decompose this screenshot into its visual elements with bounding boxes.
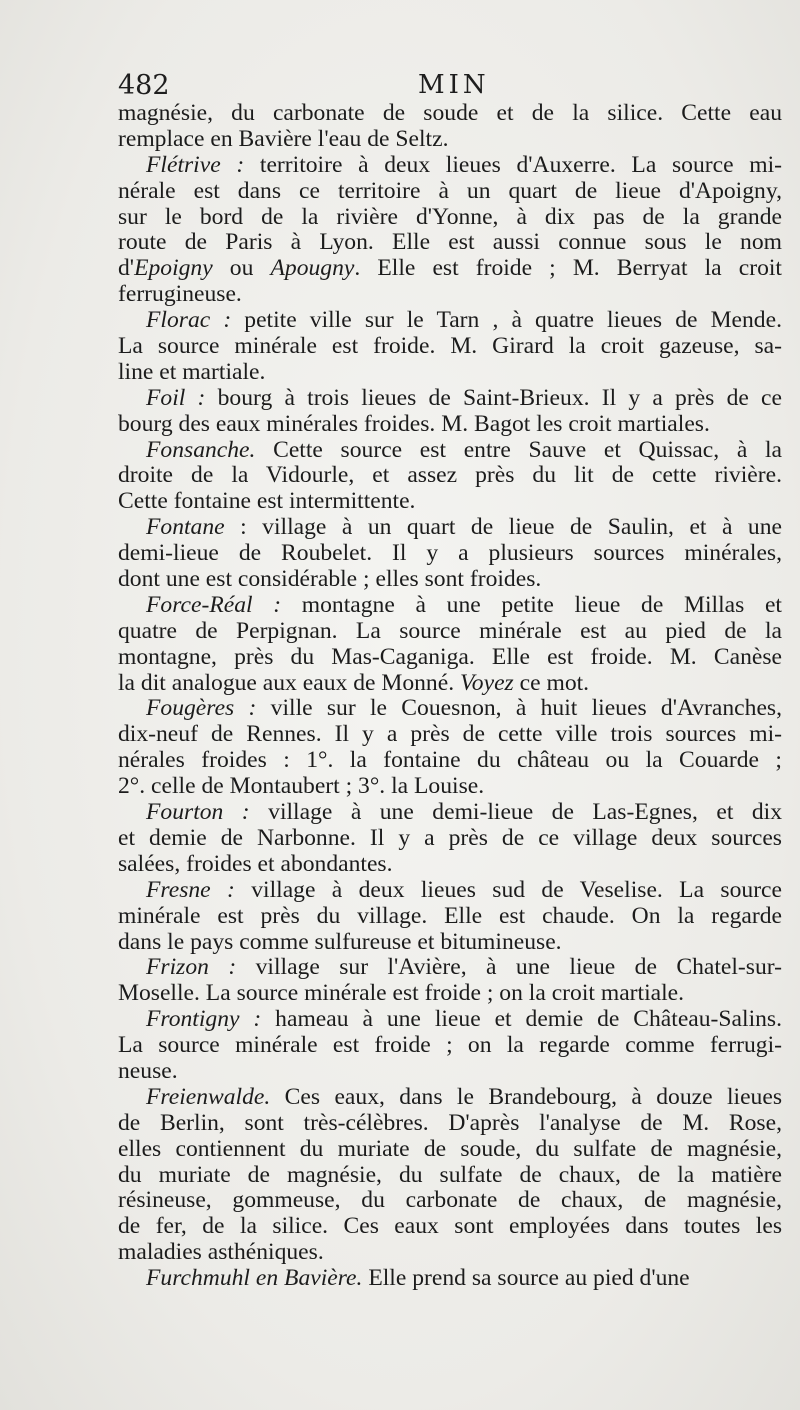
text-run: de fer, de la silice. Ces eaux sont employées dans toutes les	[118, 1213, 782, 1240]
text-line	[118, 360, 782, 386]
text-run: droite de la Vidourle, et assez près du lit de cette rivière.	[118, 462, 782, 489]
text-run: 2°. celle de Montaubert ; 3°. la Louise.	[118, 773, 485, 800]
text-run: territoire à deux lieues d'Auxerre. La source mi-	[244, 151, 782, 178]
entry-term: Flétrive :	[146, 151, 245, 178]
text-run: hameau à une lieue et demie de Château-Salins.	[261, 1006, 782, 1033]
text-line	[118, 671, 782, 697]
text-run: montagne, près du Mas-Caganiga. Elle est froide. M. Canèse	[118, 643, 782, 670]
text-line	[118, 334, 782, 360]
entry-term: Foil :	[146, 384, 206, 411]
running-head: MIN	[418, 70, 490, 100]
text-line	[118, 930, 782, 956]
text-line	[118, 489, 782, 515]
text-run: la dit analogue aux eaux de Monné.	[118, 669, 460, 696]
entry-term: Fonsanche.	[146, 436, 256, 463]
text-line	[118, 878, 782, 904]
dictionary-entry	[118, 878, 782, 956]
dictionary-entry	[118, 386, 782, 438]
text-run: salées, froides et abondantes.	[118, 850, 393, 877]
text-line	[118, 127, 782, 153]
text-line	[118, 153, 782, 179]
text-run: demi-lieue de Roubelet. Il y a plusieurs sources minérales,	[118, 540, 782, 567]
text-run: La source minérale est froide ; on la regarde comme ferrugi-	[118, 1032, 782, 1059]
text-run: village à deux lieues sud de Veselise. La source	[234, 876, 782, 903]
entry-term: Furchmuhl en Bavière.	[146, 1265, 363, 1292]
text-line	[118, 1059, 782, 1085]
text-line	[118, 1137, 782, 1163]
entry-term: Apougny	[270, 255, 355, 282]
text-line	[118, 1111, 782, 1137]
entry-term: Frizon :	[146, 954, 237, 981]
text-line	[118, 1085, 782, 1111]
text-run: du muriate de magnésie, du sulfate de chaux, de la matière	[118, 1161, 782, 1188]
entry-term: Fontane	[146, 514, 225, 541]
dictionary-entry	[118, 593, 782, 697]
text-line	[118, 256, 782, 282]
text-line	[118, 645, 782, 671]
entry-term: Voyez	[460, 669, 514, 696]
text-run: neuse.	[118, 1057, 178, 1084]
text-run: et demie de Narbonne. Il y a près de ce village deux sources	[118, 824, 782, 851]
text-run: sur le bord de la rivière d'Yonne, à dix pas de la grande	[118, 203, 782, 230]
text-line	[118, 1033, 782, 1059]
text-line	[118, 955, 782, 981]
text-line	[118, 541, 782, 567]
text-line	[118, 1240, 782, 1266]
dictionary-entry	[118, 438, 782, 516]
text-line	[118, 230, 782, 256]
dictionary-entry	[118, 153, 782, 308]
text-run: route de Paris à Lyon. Elle est aussi connue sous le nom	[118, 229, 782, 256]
entry-term: Fresne :	[146, 876, 235, 903]
body-text	[118, 101, 782, 1292]
text-run: bourg des eaux minérales froides. M. Bagot les croit martiales.	[118, 410, 710, 437]
text-run: nérales froides : 1°. la fontaine du château ou la Couarde ;	[118, 747, 782, 774]
text-run: Cette source est entre Sauve et Quissac, à la	[255, 436, 782, 463]
text-line	[118, 282, 782, 308]
text-line	[118, 826, 782, 852]
text-run: ce mot.	[513, 669, 590, 696]
text-line	[118, 101, 782, 127]
text-run: dix-neuf de Rennes. Il y a près de cette ville trois sources mi-	[118, 721, 782, 748]
text-line	[118, 981, 782, 1007]
text-line	[118, 800, 782, 826]
text-line	[118, 412, 782, 438]
text-run: quatre de Perpignan. La source minérale est au pied de la	[118, 617, 782, 644]
text-run: ou	[212, 255, 271, 282]
text-run: La source minérale est froide. M. Girard la croit gazeuse, sa-	[118, 333, 782, 360]
dictionary-entry	[118, 696, 782, 800]
dictionary-entry	[118, 800, 782, 878]
dictionary-entry	[118, 515, 782, 593]
text-run: . Elle est froide ; M. Berryat la croit	[354, 255, 782, 282]
entry-term: Freienwalde.	[146, 1083, 271, 1110]
text-run: : village à un quart de lieue de Saulin, et à une	[224, 514, 782, 541]
entry-term: Florac :	[146, 307, 232, 334]
entry-term: Epoigny	[134, 255, 213, 282]
entry-term: Fougères :	[146, 695, 257, 722]
text-run: remplace en Bavière l'eau de Seltz.	[118, 125, 449, 152]
page-number: 482	[118, 70, 170, 101]
text-run: village à une demi-lieue de Las-Egnes, et dix	[249, 799, 782, 826]
text-run: magnésie, du carbonate de soude et de la silice. Cette eau	[118, 100, 782, 126]
text-line	[118, 1266, 782, 1292]
text-run: Cette fontaine est intermittente.	[118, 488, 416, 515]
text-run: petite ville sur le Tarn , à quatre lieues de Mende.	[231, 307, 782, 334]
text-run: maladies asthéniques.	[118, 1239, 324, 1266]
text-line	[118, 438, 782, 464]
text-run: d'	[118, 255, 135, 282]
text-line	[118, 1007, 782, 1033]
text-run: de Berlin, sont très-célèbres. D'après l'analyse de M. Rose,	[118, 1109, 782, 1136]
text-run: Elle prend sa source au pied d'une	[362, 1265, 690, 1292]
text-line	[118, 748, 782, 774]
text-line	[118, 593, 782, 619]
entry-term: Force-Réal :	[146, 591, 282, 618]
text-run: village sur l'Avière, à une lieue de Chatel-sur-	[236, 954, 782, 981]
text-line	[118, 722, 782, 748]
text-line	[118, 619, 782, 645]
text-line	[118, 1214, 782, 1240]
entry-term: Frontigny :	[146, 1006, 262, 1033]
dictionary-entry	[118, 1085, 782, 1266]
text-line	[118, 205, 782, 231]
text-line	[118, 567, 782, 593]
text-line	[118, 904, 782, 930]
text-run: elles contiennent du muriate de soude, du sulfate de magnésie,	[118, 1135, 782, 1162]
text-line	[118, 1188, 782, 1214]
text-run: dans le pays comme sulfureuse et bitumineuse.	[118, 928, 562, 955]
text-run: Moselle. La source minérale est froide ; on la croit martiale.	[118, 980, 685, 1007]
text-run: line et martiale.	[118, 358, 266, 385]
dictionary-entry	[118, 1266, 782, 1292]
text-run: nérale est dans ce territoire à un quart de lieue d'Apoigny,	[118, 177, 782, 204]
text-line	[118, 774, 782, 800]
dictionary-entry	[118, 101, 782, 153]
text-line	[118, 1163, 782, 1189]
text-line	[118, 515, 782, 541]
text-run: résineuse, gommeuse, du carbonate de chaux, de magnésie,	[118, 1187, 782, 1214]
text-run: dont une est considérable ; elles sont froides.	[118, 566, 542, 593]
text-run: ferrugineuse.	[118, 281, 242, 308]
dictionary-entry	[118, 1007, 782, 1085]
text-run: Ces eaux, dans le Brandebourg, à douze lieues	[270, 1083, 782, 1110]
text-line	[118, 696, 782, 722]
text-line	[118, 308, 782, 334]
text-line	[118, 386, 782, 412]
dictionary-entry	[118, 955, 782, 1007]
text-run: montagne à une petite lieue de Millas et	[281, 591, 782, 618]
text-run: bourg à trois lieues de Saint-Brieux. Il y a près de ce	[205, 384, 783, 411]
dictionary-entry	[118, 308, 782, 386]
entry-term: Fourton :	[146, 799, 250, 826]
text-run: minérale est près du village. Elle est chaude. On la regarde	[118, 902, 782, 929]
text-line	[118, 179, 782, 205]
text-line	[118, 463, 782, 489]
text-run: ville sur le Couesnon, à huit lieues d'Avranches,	[256, 695, 782, 722]
text-line	[118, 852, 782, 878]
